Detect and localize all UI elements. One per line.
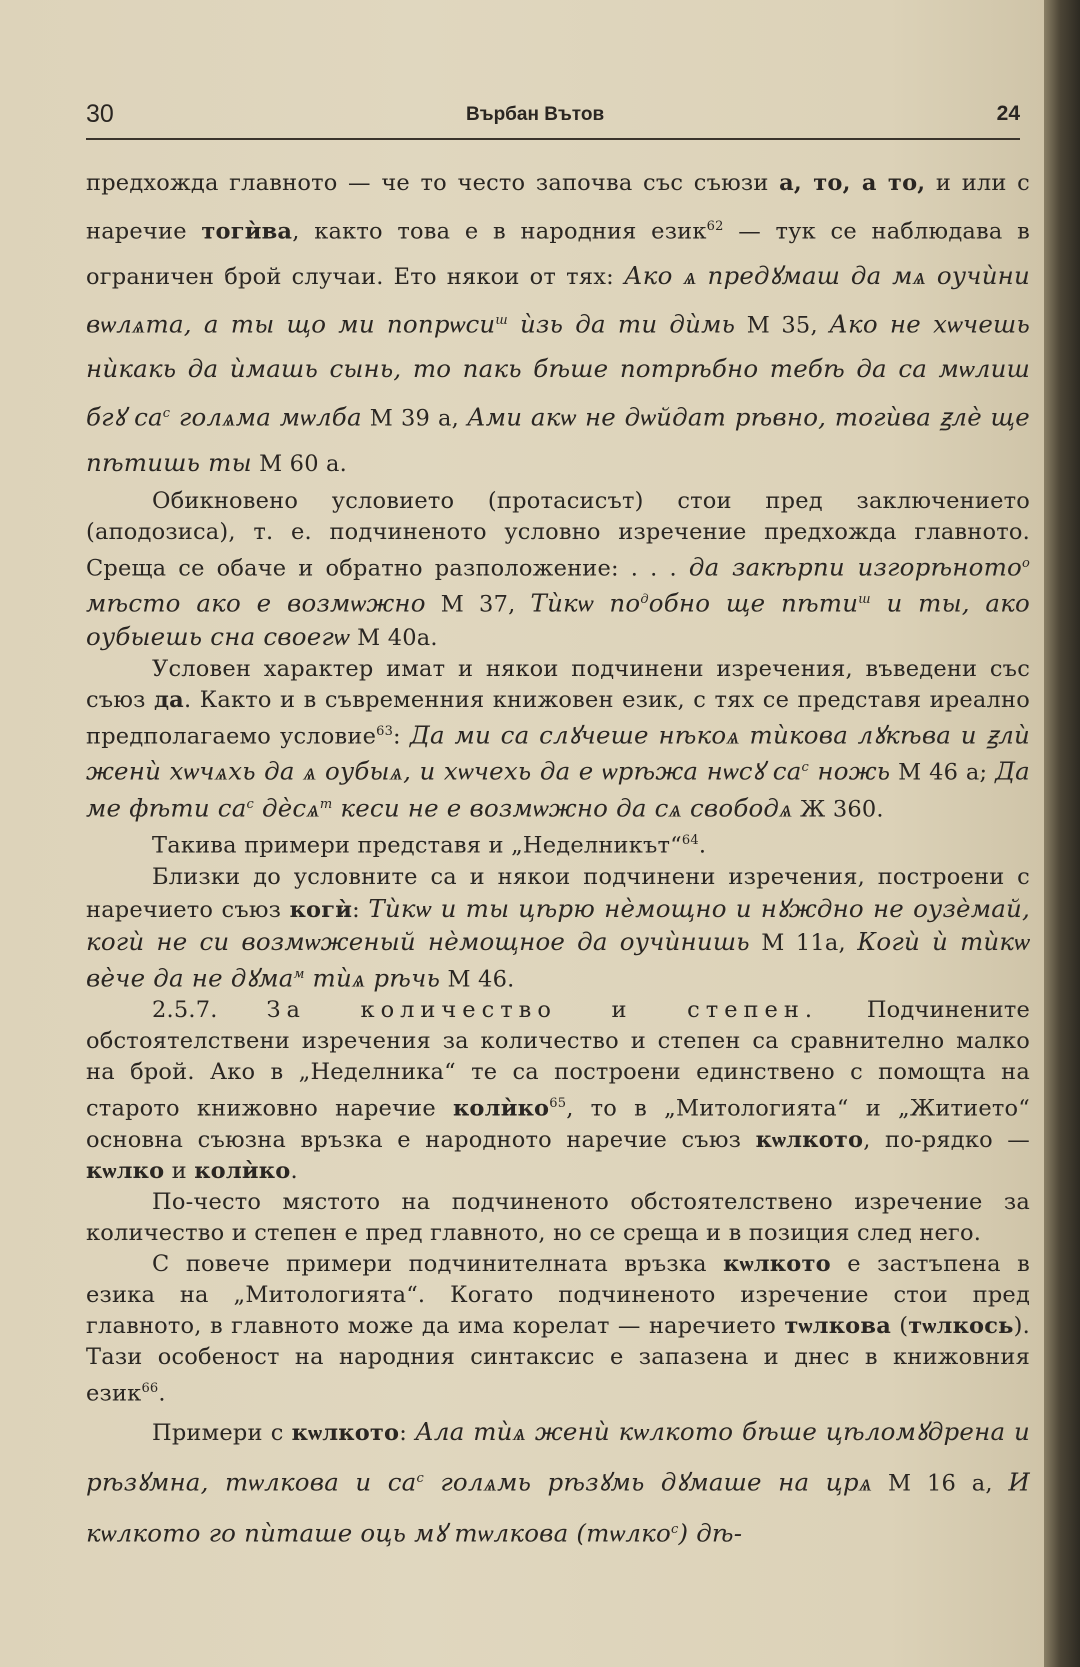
text-run: Обикновено условието (протасисът) стои пред заключението (аподозиса), т. е. подчиненото условно изречение предхожда главното. Среща се обаче и обратно разположение: . . . bbox=[86, 487, 1030, 581]
superscript: с bbox=[162, 406, 171, 421]
page-number-left: 30 bbox=[86, 100, 114, 128]
paragraph bbox=[86, 825, 1030, 862]
text-run: Условен характер имат и някои подчинени изречения, въведени със съюз bbox=[86, 655, 1030, 713]
book-spine-edge bbox=[1044, 0, 1080, 1667]
quote-text: да закѣрпи изгорѣното bbox=[688, 552, 1022, 581]
text-run: ( bbox=[890, 1312, 909, 1339]
quote-text: ножь bbox=[809, 756, 891, 786]
text-run: . Както и в съвременния книжовен език, с тях се представя ирeално предполагаемо условие bbox=[86, 686, 1030, 749]
text-run: М 35, bbox=[735, 312, 830, 338]
superscript: м bbox=[293, 966, 305, 982]
text-run: М 40а. bbox=[349, 624, 438, 651]
bold-text: кѡлкото bbox=[291, 1420, 400, 1446]
quote-text: тѝѧ рѣчь bbox=[304, 963, 441, 992]
superscript: 66 bbox=[141, 1380, 159, 1396]
quote-text: и ты, ако оубыешь сна своегѡ bbox=[86, 588, 1031, 651]
superscript: с bbox=[416, 1471, 424, 1486]
quote-text: ) дѣ- bbox=[678, 1518, 743, 1547]
quote-text: голѧма мѡлба bbox=[170, 402, 362, 432]
text-run: : bbox=[399, 1420, 416, 1446]
text-run: М 46. bbox=[440, 966, 515, 992]
superscript: ш bbox=[495, 312, 508, 328]
paragraph bbox=[86, 1187, 1030, 1249]
bold-text: кѡлко bbox=[86, 1157, 165, 1184]
superscript: ш bbox=[858, 592, 871, 607]
paragraph bbox=[86, 162, 1030, 486]
bold-text: да bbox=[153, 686, 184, 713]
bold-text: а, то, а то, bbox=[779, 170, 926, 196]
quote-text: Да ми са слꙋчеше нѣкоѧ тѝкова лꙋкѣва и ꙃлѝ женѝ хѡчѧхь да ѧ оубыѧ, и хѡчехь да е ѡрѣжа нѡсꙋ са bbox=[86, 720, 1030, 786]
text-run: и bbox=[164, 1157, 195, 1184]
quote-text: ѝзь да ти дѝмь bbox=[507, 309, 736, 338]
paragraph bbox=[86, 654, 1030, 826]
quote-text: дѐсѧ bbox=[254, 793, 320, 822]
text-run: Примери с bbox=[152, 1420, 292, 1446]
superscript: 64 bbox=[681, 833, 699, 848]
quote-text: обно ще пѣти bbox=[648, 588, 859, 618]
text-run: , по-рядко — bbox=[863, 1126, 1031, 1153]
bold-text: колѝко bbox=[194, 1157, 291, 1184]
text-run: М 37, bbox=[425, 591, 531, 618]
text-run: Подчинените обстоятелствени изречения за количество и степен са сравнително малко на брой. Ако в „Неделника“ те са построени единствено с помощта на старото книжовно наречие bbox=[86, 997, 1031, 1122]
text-run: е застъпена в езика на „Митологията“. Когато подчиненото изречение стои пред главното, в главното може да има корелат — наречието bbox=[86, 1250, 1031, 1339]
text-run: Ж 360. bbox=[792, 796, 884, 822]
text-run: М 60 а. bbox=[251, 450, 348, 477]
quote-text: кеси не е возмѡжно да сѧ свободѧ bbox=[332, 793, 793, 822]
superscript: с bbox=[670, 1521, 679, 1537]
bold-text: тѡлкось bbox=[908, 1312, 1014, 1339]
superscript: 62 bbox=[706, 219, 724, 234]
paragraph bbox=[86, 1249, 1030, 1410]
text-run: . bbox=[158, 1380, 166, 1406]
superscript: о bbox=[1021, 555, 1030, 571]
bold-text: тѡлкова bbox=[784, 1312, 891, 1339]
page-header bbox=[86, 100, 1020, 140]
superscript: д bbox=[640, 592, 649, 607]
superscript: 63 bbox=[376, 723, 394, 739]
text-run: : bbox=[393, 723, 410, 749]
text-run: Такива примери представя и „Неделникът“ bbox=[152, 832, 682, 859]
bold-text: колѝко bbox=[452, 1095, 550, 1122]
text-run: ). Тази особеност на народния синтаксис е запазена и днес в книжовния език bbox=[86, 1312, 1030, 1406]
text-run: предхожда главното — че то често започва със съюзи bbox=[86, 170, 780, 196]
superscript: 65 bbox=[549, 1096, 567, 1111]
quote-text: Когѝ ѝ тѝкѡ вѐче да не дꙋма bbox=[86, 926, 1031, 992]
quote-text: Ами акѡ не дѡйдат рѣвно, тогѝва ꙃлѐ ще пѣтишь ты bbox=[86, 402, 1030, 477]
superscript: с bbox=[801, 760, 809, 775]
paragraph bbox=[86, 862, 1030, 996]
quote-text: Тѝкѡ по bbox=[530, 588, 641, 618]
quote-text: голѧмь рѣзꙋмь дꙋмаше на црѧ bbox=[423, 1467, 873, 1497]
quote-text: И кѡлкото го пѝташе оць мꙋ тѡлкова (тѡлко bbox=[86, 1467, 1030, 1547]
section-paragraph bbox=[86, 995, 1030, 1187]
text-run: М 11а, bbox=[749, 929, 858, 956]
text-run: М 46 а; bbox=[890, 759, 996, 786]
quote-text: Ако ѧ предꙋмаш да мѧ оучѝни вѡлѧта, а ты що ми попрѡси bbox=[86, 260, 1030, 338]
text-run: и или с наречие bbox=[86, 170, 1030, 245]
superscript: с bbox=[246, 796, 255, 812]
text-run: . bbox=[290, 1157, 298, 1184]
superscript: т bbox=[319, 796, 333, 812]
text-run: 2.5.7. bbox=[152, 997, 267, 1023]
quote-text: Ако не хѡчешь нѝкакь да ѝмашь сынь, то пакь бѣше потрѣбно тебѣ да са мѡлиш бгꙋ са bbox=[86, 309, 1030, 432]
text-run: М 39 а, bbox=[361, 405, 467, 432]
quote-text: Ала тѝѧ женѝ кѡлкото бѣше цѣломꙋдрена и рѣзꙋмна, тѡлкова и са bbox=[86, 1417, 1030, 1497]
bold-text: кѡлкото bbox=[755, 1126, 864, 1153]
text-run: С повече примери подчинителната връзка bbox=[152, 1250, 724, 1277]
quote-text: мѣсто ако е возмѡжно bbox=[86, 588, 426, 618]
page-number-right: 24 bbox=[996, 102, 1020, 125]
body-text bbox=[86, 162, 1030, 1557]
paragraph bbox=[86, 486, 1030, 654]
bold-text: тогѝва bbox=[201, 218, 293, 245]
bold-text: кѡлкото bbox=[723, 1250, 831, 1277]
text-run: : bbox=[352, 896, 369, 923]
text-run: М 16 а, bbox=[872, 1470, 1009, 1497]
text-run: . bbox=[698, 832, 707, 859]
text-run: Близки до условните са и някои подчинени изречения, построени с наречието съюз bbox=[86, 863, 1030, 923]
text-run: — тук се наблюдава в ограничен брой случаи. Ето някои от тях: bbox=[86, 218, 1030, 290]
quote-text: Да ме фѣти са bbox=[86, 756, 1030, 822]
text-run: , то в „Митологията“ и „Житието“ основна съюзна връзка е народното наречие съюз bbox=[86, 1095, 1030, 1153]
bold-text: когѝ bbox=[289, 896, 353, 923]
running-title: Върбан Вътов bbox=[466, 104, 605, 125]
quote-text: Тѝкѡ и ты цѣрю нѐмощно и нꙋждно не оузѐмай, когѝ не си возмѡженый нѐмощное да оучѝнишь bbox=[86, 893, 1030, 956]
text-run: По-често мястото на подчиненото обстоятелствено изречение за количество и степен е пред главното, но се среща и в позиция след него. bbox=[86, 1188, 1030, 1246]
text-run: За количество и степен. bbox=[266, 997, 818, 1023]
paragraph bbox=[86, 1409, 1030, 1557]
text-run: , както това е в народния език bbox=[292, 218, 707, 245]
